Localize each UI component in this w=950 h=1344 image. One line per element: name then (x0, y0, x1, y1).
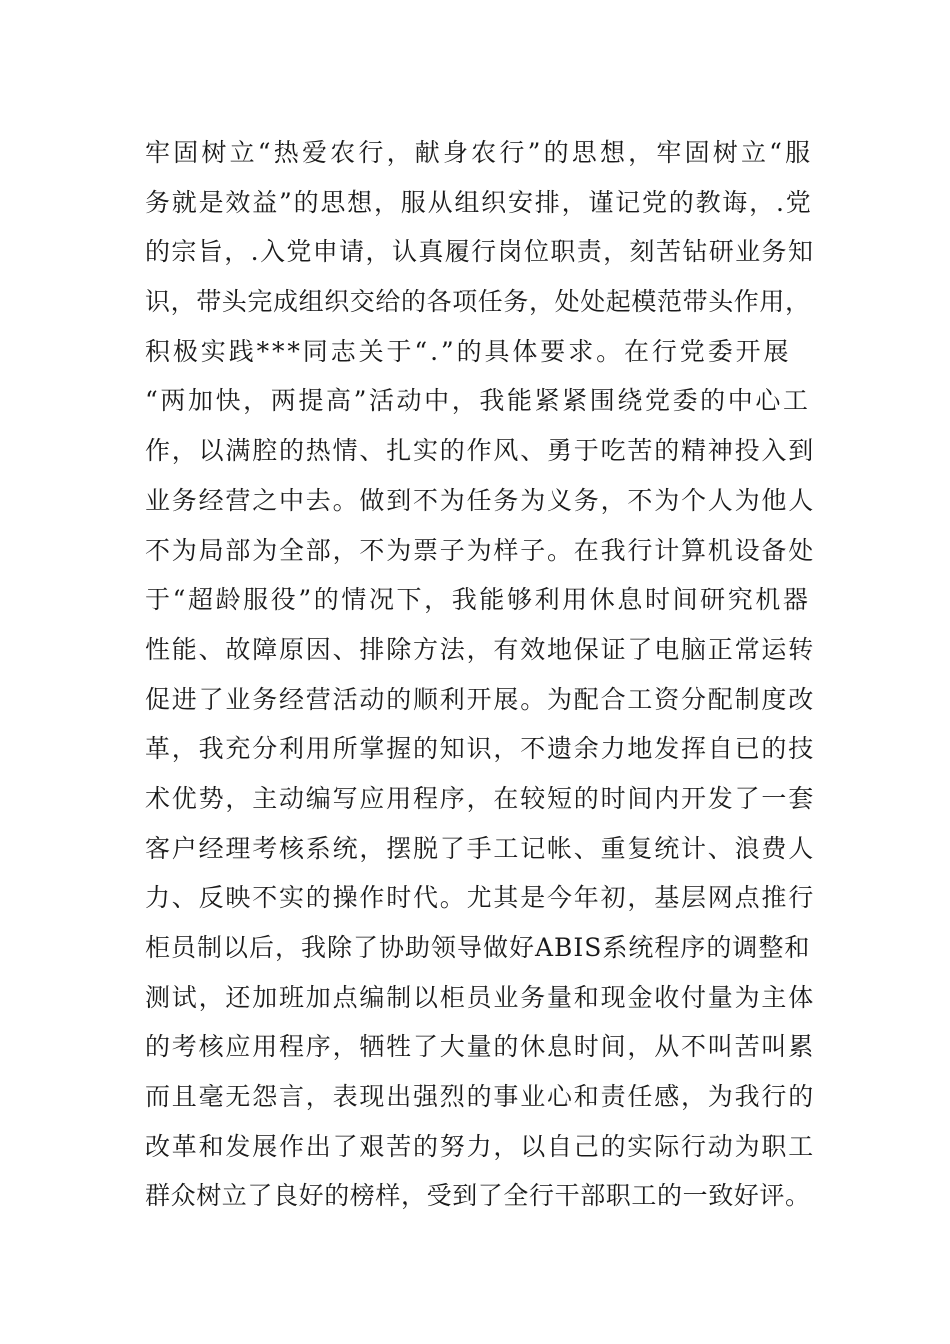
text-line: 于“超龄服役”的情况下，我能够利用休息时间研究机器 (145, 585, 811, 615)
body-paragraph (145, 128, 815, 1221)
text-line: 力、反映不实的操作时代。尤其是今年初，基层网点推行 (145, 883, 816, 913)
text-line: 柜员制以后，我除了协助领导做好ABIS系统程序的调整和 (145, 933, 811, 962)
text-line: 不为局部为全部，不为票子为样子。在我行计算机设备处 (145, 535, 816, 565)
text-line: 业务经营之中去。做到不为任务为义务，不为个人为他人 (145, 485, 816, 515)
text-line: 促进了业务经营活动的顺利开展。为配合工资分配制度改 (145, 684, 816, 714)
text-line: 测试，还加班加点编制以柜员业务量和现金收付量为主体 (145, 982, 816, 1012)
text-line: 而且毫无怨言，表现出强烈的事业心和责任感，为我行的 (145, 1082, 816, 1112)
text-line: 性能、故障原因、排除方法，有效地保证了电脑正常运转 (145, 634, 816, 664)
text-line: 革，我充分利用所掌握的知识，不遗余力地发挥自已的技 (145, 734, 816, 764)
text-line: 术优势，主动编写应用程序，在较短的时间内开发了一套 (145, 783, 816, 813)
text-line: 客户经理考核系统，摆脱了手工记帐、重复统计、浪费人 (145, 833, 816, 863)
text-line: 牢固树立“热爱农行，献身农行”的思想，牢固树立“服 (145, 138, 814, 167)
text-line: 识，带头完成组织交给的各项任务，处处起模范带头作用， (145, 287, 811, 317)
text-line: 改革和发展作出了艰苦的努力，以自己的实际行动为职工 (145, 1131, 816, 1161)
text-line: “两加快，两提高”活动中，我能紧紧围绕党委的中心工 (145, 386, 811, 416)
text-line: 的宗旨，.入党申请，认真履行岗位职责，刻苦钻研业务知 (145, 237, 815, 267)
text-line: 的考核应用程序，牺牲了大量的休息时间，从不叫苦叫累 (145, 1032, 816, 1062)
text-line: 务就是效益”的思想，服从组织安排，谨记党的教诲，.党 (145, 187, 813, 217)
text-line: 群众树立了良好的榜样，受到了全行干部职工的一致好评。 (145, 1181, 811, 1211)
text-line: 积极实践***同志关于“.”的具体要求。在行党委开展 (145, 336, 792, 366)
text-line: 作，以满腔的热情、扎实的作风、勇于吃苦的精神投入到 (145, 436, 816, 466)
